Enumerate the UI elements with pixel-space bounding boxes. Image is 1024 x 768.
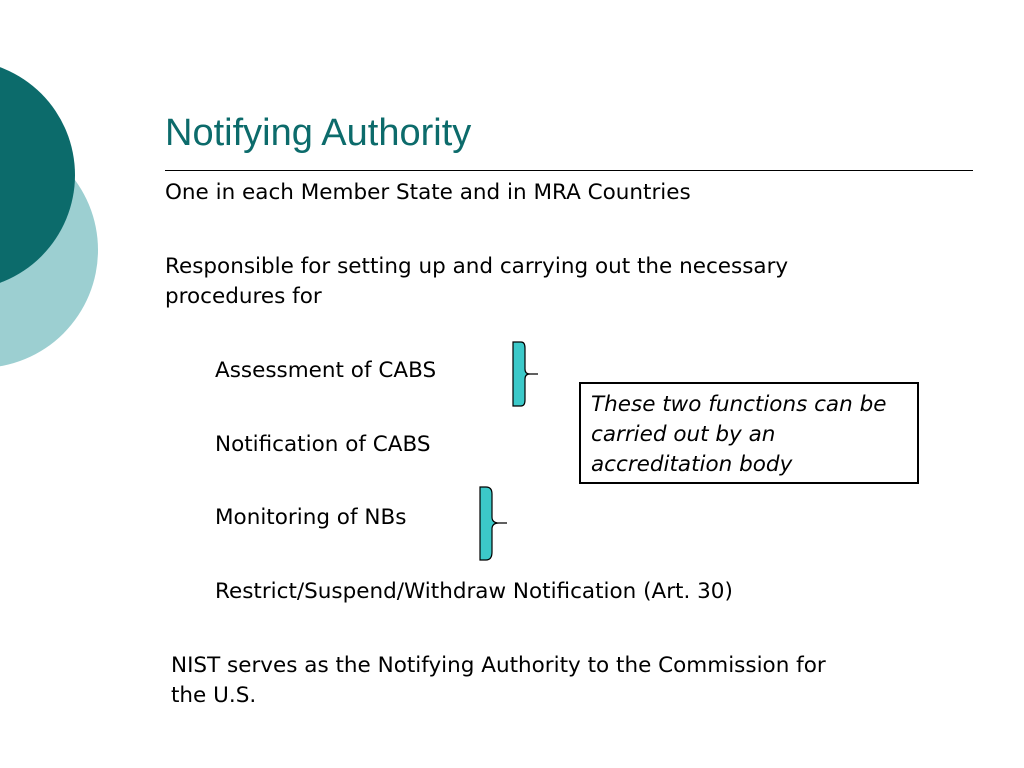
slide-title: Notifying Authority xyxy=(165,112,472,154)
brace-assessment xyxy=(508,340,542,410)
callout-text: These two functions can be carried out by an accreditation body xyxy=(591,392,887,477)
callout-box xyxy=(579,382,919,484)
brace-monitoring xyxy=(476,485,510,565)
bullet-member-state: One in each Member State and in MRA Countries xyxy=(165,180,691,205)
bullet-responsible-line-2: procedures for xyxy=(165,284,322,309)
nist-line-1: NIST serves as the Notifying Authority to the Commission for xyxy=(171,653,826,678)
item-assessment: Assessment of CABS xyxy=(215,358,437,383)
nist-line-2: the U.S. xyxy=(171,683,257,708)
title-divider xyxy=(165,170,973,171)
item-notification: Notification of CABS xyxy=(215,432,431,457)
item-restrict: Restrict/Suspend/Withdraw Notification (Art. 30) xyxy=(215,579,733,604)
item-monitoring: Monitoring of NBs xyxy=(215,505,407,530)
bullet-responsible-line-1: Responsible for setting up and carrying out the necessary xyxy=(165,254,789,279)
decorative-circles xyxy=(0,0,110,420)
